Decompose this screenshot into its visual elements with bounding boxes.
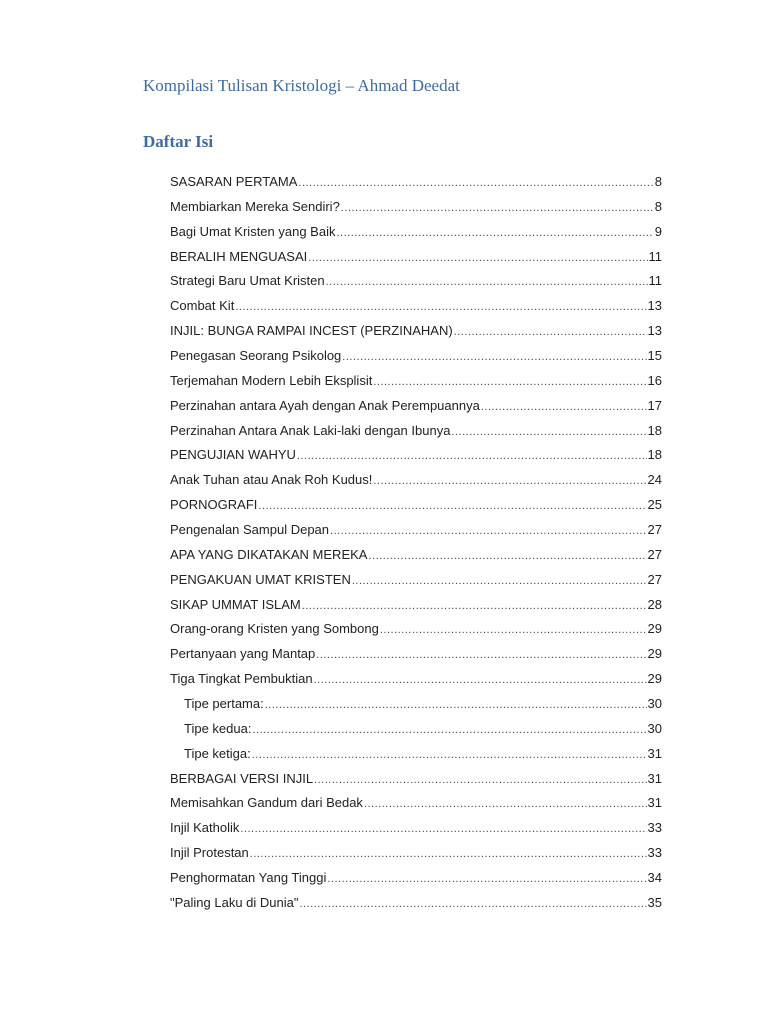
toc-entry-title: SIKAP UMMAT ISLAM bbox=[170, 596, 301, 612]
toc-dot-leader bbox=[481, 395, 647, 419]
toc-entry[interactable] bbox=[170, 717, 662, 742]
toc-entry-page-number: 18 bbox=[647, 422, 662, 438]
toc-entry-title: Penegasan Seorang Psikolog bbox=[170, 348, 342, 364]
document-title: Kompilasi Tulisan Kristologi – Ahmad Deedat bbox=[143, 76, 460, 95]
toc-entry-title: SASARAN PERTAMA bbox=[170, 174, 298, 189]
toc-dot-leader bbox=[316, 643, 646, 667]
toc-entry[interactable] bbox=[170, 419, 662, 444]
toc-dot-leader bbox=[336, 221, 653, 245]
toc-entry-page-number: 30 bbox=[647, 696, 662, 712]
toc-entry-title: Injil Katholik bbox=[170, 820, 240, 836]
toc-entry[interactable] bbox=[170, 667, 662, 692]
toc-entry-title: Tipe ketiga: bbox=[184, 745, 251, 761]
toc-entry-page-number: 11 bbox=[648, 273, 662, 289]
toc-entry-page-number: 33 bbox=[647, 845, 662, 861]
toc-entry[interactable] bbox=[170, 369, 662, 394]
toc-entry-page-number: 29 bbox=[647, 646, 662, 662]
toc-entry-page-number: 9 bbox=[654, 223, 662, 239]
toc-entry-title: Perzinahan Antara Anak Laki-laki dengan Ibunya bbox=[170, 422, 451, 438]
toc-dot-leader bbox=[373, 469, 646, 493]
toc-dot-leader bbox=[364, 792, 647, 816]
toc-entry-page-number: 13 bbox=[647, 323, 662, 339]
toc-dot-leader bbox=[327, 867, 646, 891]
toc-entry-page-number: 27 bbox=[647, 522, 662, 538]
toc-entry-page-number: 33 bbox=[647, 820, 662, 836]
toc-dot-leader bbox=[308, 246, 647, 270]
toc-entry-page-number: 17 bbox=[647, 397, 662, 413]
toc-entry-title: PORNOGRAFI bbox=[170, 497, 258, 513]
toc-dot-leader bbox=[235, 295, 646, 319]
toc-dot-leader bbox=[314, 768, 646, 792]
toc-entry-title: Anak Tuhan atau Anak Roh Kudus! bbox=[170, 472, 373, 488]
toc-entry[interactable] bbox=[170, 767, 662, 792]
toc-entry[interactable] bbox=[170, 816, 662, 841]
toc-entry-page-number: 31 bbox=[647, 745, 662, 761]
toc-entry[interactable] bbox=[170, 170, 662, 195]
toc-entry[interactable] bbox=[170, 891, 662, 916]
toc-entry-title: Perzinahan antara Ayah dengan Anak Perempuannya bbox=[170, 397, 480, 413]
toc-entry-title: Orang-orang Kristen yang Sombong bbox=[170, 621, 379, 637]
toc-dot-leader bbox=[240, 817, 646, 841]
toc-dot-leader bbox=[265, 693, 647, 717]
toc-entry[interactable] bbox=[170, 543, 662, 568]
toc-dot-leader bbox=[341, 196, 654, 220]
toc-dot-leader bbox=[298, 171, 653, 195]
toc-entry-title: APA YANG DIKATAKAN MEREKA bbox=[170, 546, 368, 562]
toc-dot-leader bbox=[297, 444, 647, 468]
toc-entry-title: BERBAGAI VERSI INJIL bbox=[170, 770, 314, 786]
toc-entry[interactable] bbox=[170, 642, 662, 667]
toc-entry-title: Terjemahan Modern Lebih Eksplisit bbox=[170, 372, 373, 388]
toc-entry-title: Injil Protestan bbox=[170, 845, 249, 861]
toc-entry-page-number: 16 bbox=[647, 372, 662, 388]
toc-entry-page-number: 31 bbox=[647, 795, 662, 811]
toc-dot-leader bbox=[373, 370, 646, 394]
table-of-contents bbox=[170, 170, 662, 916]
toc-entry[interactable] bbox=[170, 841, 662, 866]
toc-dot-leader bbox=[258, 494, 646, 518]
toc-entry-page-number: 30 bbox=[647, 720, 662, 736]
toc-entry-page-number: 8 bbox=[654, 174, 662, 189]
toc-entry[interactable] bbox=[170, 195, 662, 220]
toc-entry-page-number: 29 bbox=[647, 621, 662, 637]
toc-entry-title: Tipe pertama: bbox=[184, 696, 264, 712]
toc-entry[interactable] bbox=[170, 394, 662, 419]
toc-entry-page-number: 24 bbox=[647, 472, 662, 488]
toc-dot-leader bbox=[352, 569, 647, 593]
toc-entry-title: Strategi Baru Umat Kristen bbox=[170, 273, 325, 289]
toc-entry[interactable] bbox=[170, 443, 662, 468]
toc-entry-page-number: 35 bbox=[647, 894, 662, 910]
toc-entry[interactable] bbox=[170, 617, 662, 642]
toc-dot-leader bbox=[314, 668, 647, 692]
toc-entry[interactable] bbox=[170, 742, 662, 767]
toc-entry[interactable] bbox=[170, 568, 662, 593]
toc-entry[interactable] bbox=[170, 468, 662, 493]
toc-heading: Daftar Isi bbox=[143, 132, 214, 151]
toc-entry-title: Memisahkan Gandum dari Bedak bbox=[170, 795, 363, 811]
toc-entry[interactable] bbox=[170, 269, 662, 294]
toc-entry[interactable] bbox=[170, 593, 662, 618]
toc-entry-title: PENGUJIAN WAHYU bbox=[170, 447, 296, 463]
toc-entry-title: Combat Kit bbox=[170, 298, 235, 314]
toc-entry-page-number: 27 bbox=[647, 571, 662, 587]
toc-entry[interactable] bbox=[170, 493, 662, 518]
toc-entry-page-number: 29 bbox=[647, 671, 662, 687]
toc-entry-title: PENGAKUAN UMAT KRISTEN bbox=[170, 571, 351, 587]
toc-entry[interactable] bbox=[170, 866, 662, 891]
toc-entry-title: Membiarkan Mereka Sendiri? bbox=[170, 198, 340, 214]
toc-entry-page-number: 18 bbox=[647, 447, 662, 463]
toc-dot-leader bbox=[342, 345, 646, 369]
toc-entry[interactable] bbox=[170, 319, 662, 344]
toc-entry-page-number: 15 bbox=[647, 348, 662, 364]
toc-entry-title: Bagi Umat Kristen yang Baik bbox=[170, 223, 336, 239]
toc-entry-page-number: 11 bbox=[648, 248, 662, 264]
toc-dot-leader bbox=[302, 594, 647, 618]
toc-entry-title: Pertanyaan yang Mantap bbox=[170, 646, 316, 662]
toc-entry-page-number: 34 bbox=[647, 870, 662, 886]
toc-entry[interactable] bbox=[170, 791, 662, 816]
toc-entry-title: Penghormatan Yang Tinggi bbox=[170, 870, 327, 886]
toc-entry-page-number: 28 bbox=[647, 596, 662, 612]
toc-entry-page-number: 25 bbox=[647, 497, 662, 513]
toc-entry[interactable] bbox=[170, 220, 662, 245]
toc-entry-title: Pengenalan Sampul Depan bbox=[170, 522, 330, 538]
toc-entry-title: Tiga Tingkat Pembuktian bbox=[170, 671, 313, 687]
toc-entry-page-number: 13 bbox=[647, 298, 662, 314]
toc-dot-leader bbox=[250, 842, 647, 866]
toc-dot-leader bbox=[326, 270, 648, 294]
toc-dot-leader bbox=[299, 892, 646, 916]
toc-dot-leader bbox=[368, 544, 646, 568]
toc-entry-title: Tipe kedua: bbox=[184, 720, 252, 736]
toc-dot-leader bbox=[252, 743, 647, 767]
toc-dot-leader bbox=[330, 519, 647, 543]
toc-dot-leader bbox=[451, 420, 646, 444]
toc-entry-page-number: 27 bbox=[647, 546, 662, 562]
toc-entry[interactable] bbox=[170, 518, 662, 543]
toc-entry-title: INJIL: BUNGA RAMPAI INCEST (PERZINAHAN) bbox=[170, 323, 453, 339]
toc-dot-leader bbox=[252, 718, 646, 742]
toc-entry[interactable] bbox=[170, 294, 662, 319]
toc-entry-title: "Paling Laku di Dunia" bbox=[170, 894, 299, 910]
toc-entry[interactable] bbox=[170, 692, 662, 717]
toc-entry-page-number: 8 bbox=[654, 198, 662, 214]
toc-entry-page-number: 31 bbox=[647, 770, 662, 786]
toc-entry-title: BERALIH MENGUASAI bbox=[170, 248, 308, 264]
toc-dot-leader bbox=[380, 618, 647, 642]
toc-entry[interactable] bbox=[170, 344, 662, 369]
toc-entry[interactable] bbox=[170, 245, 662, 270]
toc-dot-leader bbox=[454, 320, 647, 344]
